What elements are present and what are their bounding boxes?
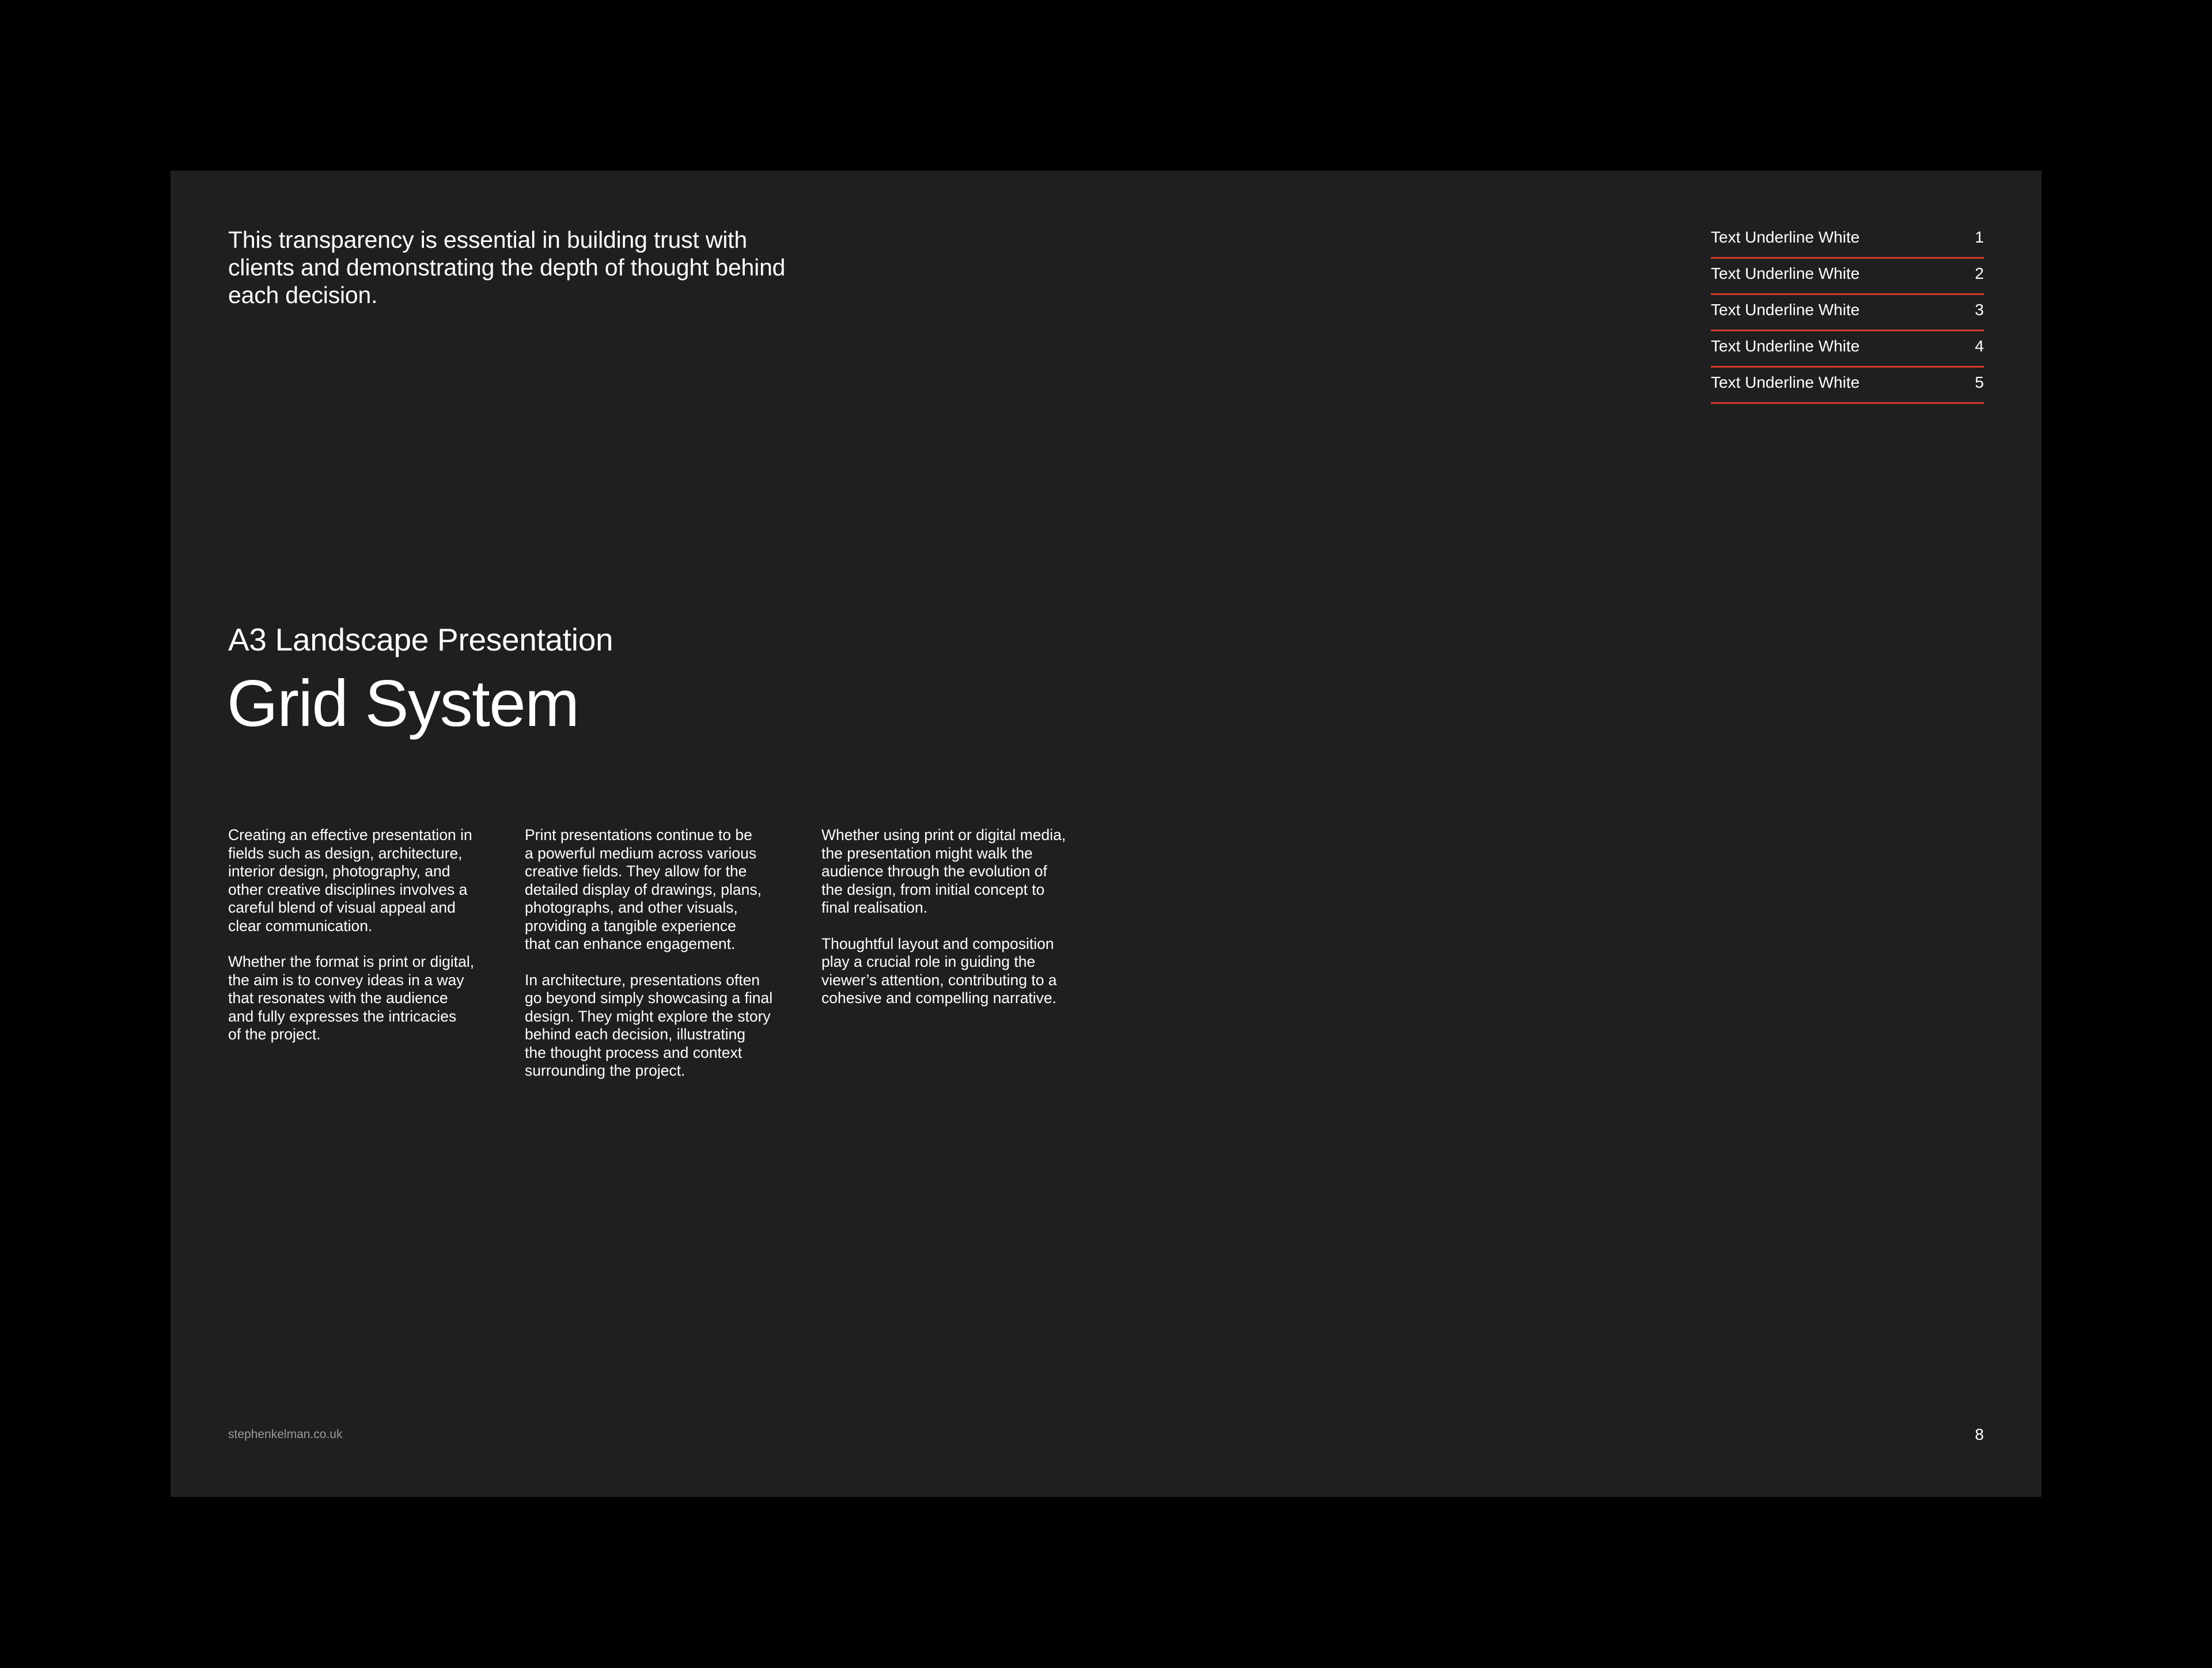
toc-item-1[interactable] [1711, 224, 1984, 259]
body-paragraph: Thoughtful layout and composition play a crucial role in guiding the viewer’s attention, contributing to a cohesive and compelling narrative. [821, 935, 1057, 1007]
toc-item-label: Text Underline White [1711, 373, 1860, 391]
toc-item-label: Text Underline White [1711, 228, 1860, 246]
toc-item-number: 4 [1975, 337, 1984, 355]
body-paragraph: Whether the format is print or digital, the aim is to convey ideas in a way that resonates with the audience and fully expresses the intricacies of the project. [228, 953, 475, 1043]
page-number: 8 [1975, 1425, 1984, 1443]
toc-item-label: Text Underline White [1711, 301, 1860, 319]
footer-url[interactable]: stephenkelman.co.uk [228, 1428, 343, 1441]
toc-item-number: 5 [1975, 373, 1984, 391]
page-title: Grid System [227, 667, 579, 740]
table-of-contents [1711, 224, 1984, 405]
toc-item-2[interactable] [1711, 260, 1984, 295]
toc-item-number: 3 [1975, 301, 1984, 319]
body-paragraph: Creating an effective presentation in fields such as design, architecture, interior design, photography, and other creative disciplines involves a careful blend of visual appeal and clear communication. [228, 826, 472, 935]
presentation-page [171, 171, 2041, 1497]
toc-item-3[interactable] [1711, 296, 1984, 331]
text-column-1 [228, 826, 499, 1062]
text-column-3 [821, 826, 1092, 1026]
intro-text: This transparency is essential in building trust with clients and demonstrating the depth of thought behind each decision. [228, 226, 786, 308]
toc-item-5[interactable] [1711, 369, 1984, 404]
toc-item-4[interactable] [1711, 332, 1984, 368]
body-paragraph: Print presentations continue to be a powerful medium across various creative fields. They allow for the detailed display of drawings, plans, photographs, and other visuals, providing a tangible experience that can enhance engagement. [525, 826, 762, 952]
body-paragraph: In architecture, presentations often go beyond simply showcasing a final design. They might explore the story behind each decision, illustrating the thought process and context surrounding the project. [525, 971, 773, 1079]
toc-item-number: 2 [1975, 264, 1984, 282]
page-subtitle: A3 Landscape Presentation [228, 622, 613, 657]
toc-item-label: Text Underline White [1711, 337, 1860, 355]
text-column-2 [525, 826, 796, 1098]
toc-item-label: Text Underline White [1711, 264, 1860, 282]
body-paragraph: Whether using print or digital media, the presentation might walk the audience through the evolution of the design, from initial concept to final realisation. [821, 826, 1066, 916]
toc-item-number: 1 [1975, 228, 1984, 246]
